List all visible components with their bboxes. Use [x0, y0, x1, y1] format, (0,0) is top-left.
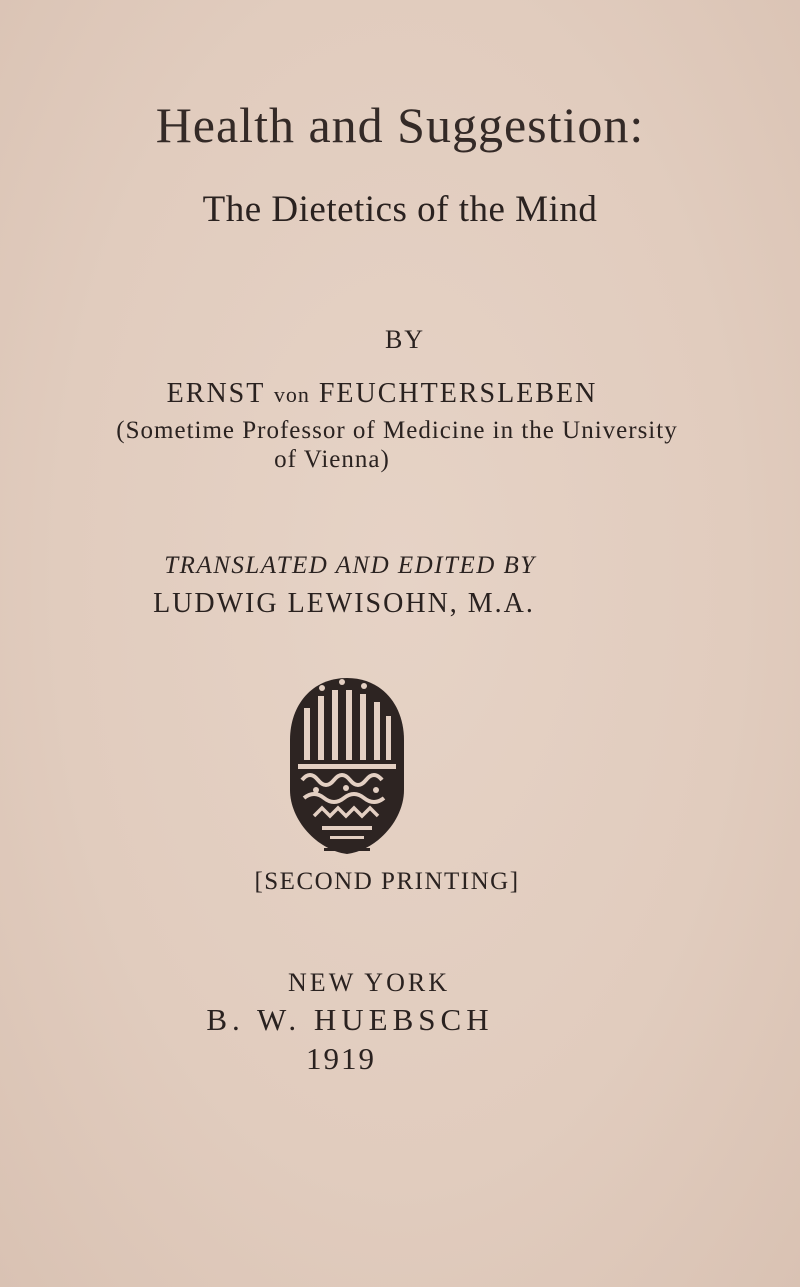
- translator-name: LUDWIG LEWISOHN, M.A.: [153, 588, 535, 619]
- printing-note: [SECOND PRINTING]: [254, 868, 520, 895]
- author-affiliation-line2: of Vienna): [274, 446, 390, 473]
- book-subtitle: The Dietetics of the Mind: [202, 189, 598, 230]
- author-name: [0, 378, 782, 410]
- by-label: BY: [384, 325, 426, 354]
- imprint-city: NEW YORK: [288, 968, 450, 997]
- imprint-publisher: B. W. HUEBSCH: [206, 1002, 494, 1037]
- book-title: Health and Suggestion:: [155, 97, 645, 153]
- author-last-name: FEUCHTERSLEBEN: [318, 378, 598, 409]
- publisher-device-emblem-icon: [282, 670, 412, 860]
- imprint-year: 1919: [306, 1041, 376, 1076]
- author-particle: von: [273, 382, 310, 407]
- author-affiliation-line1: (Sometime Professor of Medicine in the University: [116, 417, 678, 444]
- translated-label: TRANSLATED AND EDITED BY: [164, 552, 536, 579]
- author-first-name: ERNST: [166, 378, 265, 409]
